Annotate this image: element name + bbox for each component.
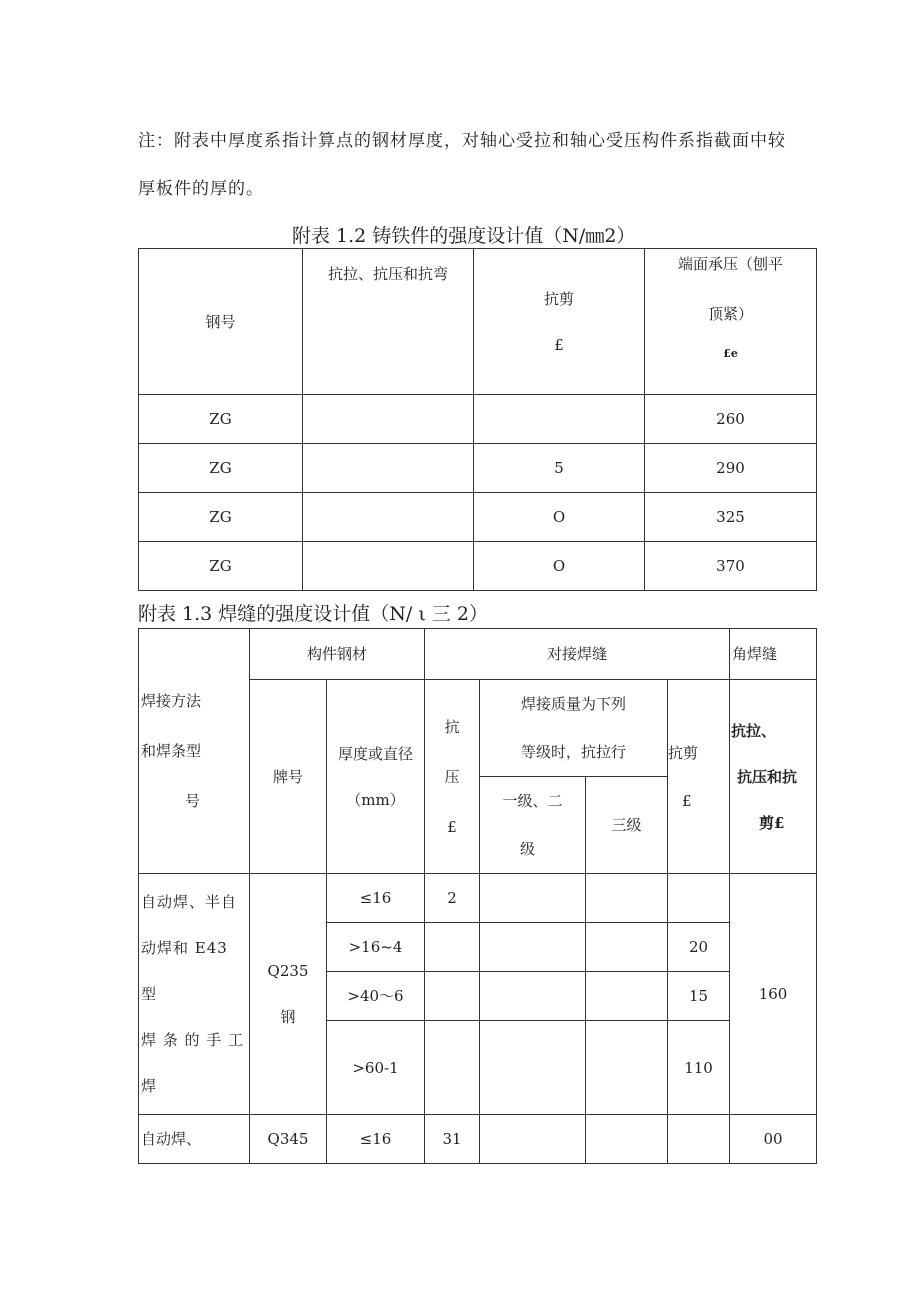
header-compression-line1: 抗 xyxy=(444,717,460,736)
group1-method-line1: 自动焊、半自 xyxy=(141,893,238,911)
table-row xyxy=(139,444,817,493)
header-shear-symbol: £ xyxy=(554,335,564,354)
header-shear-line2: £ xyxy=(682,791,692,810)
header-quality-line2: 等级时，抗拉行 xyxy=(521,743,627,761)
group2-thickness: ≤16 xyxy=(327,1115,425,1164)
header-method-line1: 焊接方法 xyxy=(141,692,202,710)
header-method-line3: 号 xyxy=(185,792,201,810)
row-tension xyxy=(303,542,474,591)
header-compression-line2: 压 xyxy=(444,767,460,786)
header-tension: 抗拉、抗压和抗弯 xyxy=(303,249,474,395)
row-bearing: 370 xyxy=(645,542,817,591)
group1-method-line3: 焊 条 的 手 工 xyxy=(141,1031,245,1049)
header-thickness-line2: （mm） xyxy=(346,790,405,809)
group1-method-line2: 动焊和 E43 型 xyxy=(141,939,228,1003)
row-grade3 xyxy=(586,923,668,972)
row-grade: ZG xyxy=(139,444,303,493)
header-grade: 钢号 xyxy=(139,249,303,395)
table2-caption: 附表 1.3 焊缝的强度设计值（N/ ι 三 2） xyxy=(138,603,488,625)
row-shear xyxy=(668,874,730,923)
group2-grade12 xyxy=(480,1115,586,1164)
table2-header-row-1 xyxy=(139,629,817,680)
row-grade: ZG xyxy=(139,542,303,591)
header-bearing-symbol: £e xyxy=(723,347,738,360)
note-line-1: 注：附表中厚度系指计算点的钢材厚度，对轴心受拉和轴心受压构件系指截面中较 xyxy=(138,131,786,151)
header-fillet-line1: 抗拉、 xyxy=(731,721,777,740)
row-tension xyxy=(303,493,474,542)
row-grade12 xyxy=(480,1021,586,1115)
header-thickness-line1: 厚度或直径 xyxy=(338,744,414,763)
row-thickness: ≤16 xyxy=(327,874,425,923)
note-line-2: 厚板件的厚的。 xyxy=(138,179,264,199)
group2-grade3 xyxy=(586,1115,668,1164)
row-shear: 5 xyxy=(474,444,645,493)
note-paragraph xyxy=(138,117,818,213)
row-thickness: >16~4 xyxy=(327,923,425,972)
row-compression xyxy=(425,1021,480,1115)
header-bearing-line1: 端面承压（刨平 xyxy=(677,255,783,273)
group2-method: 自动焊、 xyxy=(139,1115,250,1164)
header-butt-weld: 对接焊缝 xyxy=(425,629,730,680)
weld-strength-table xyxy=(138,628,817,1164)
header-fillet-line2: 抗压和抗 xyxy=(737,767,798,786)
row-shear xyxy=(474,395,645,444)
group2-shear xyxy=(668,1115,730,1164)
table-row xyxy=(139,874,817,923)
header-member-steel: 构件钢材 xyxy=(250,629,425,680)
row-grade3 xyxy=(586,972,668,1021)
header-fillet-strength xyxy=(730,680,817,874)
row-shear: O xyxy=(474,493,645,542)
header-thickness xyxy=(327,680,425,874)
header-grade12-line2: 级 xyxy=(520,840,536,858)
table1-header-row xyxy=(139,249,817,395)
header-bearing-line2: 顶紧） xyxy=(707,305,753,323)
row-bearing: 325 xyxy=(645,493,817,542)
row-shear: 20 xyxy=(668,923,730,972)
row-grade12 xyxy=(480,874,586,923)
row-grade: ZG xyxy=(139,395,303,444)
header-compression xyxy=(425,680,480,874)
header-fillet-weld: 角焊缝 xyxy=(730,629,817,680)
header-quality xyxy=(480,680,668,777)
row-compression xyxy=(425,972,480,1021)
group1-method-line4: 焊 xyxy=(141,1077,158,1095)
row-shear: 15 xyxy=(668,972,730,1021)
row-grade3 xyxy=(586,1021,668,1115)
header-bearing xyxy=(645,249,817,395)
table-row xyxy=(139,493,817,542)
header-shear xyxy=(474,249,645,395)
header-grade12 xyxy=(480,777,586,874)
row-grade12 xyxy=(480,972,586,1021)
header-method-line2: 和焊条型 xyxy=(141,742,202,760)
group1-fillet: 160 xyxy=(730,874,817,1115)
header-compression-line3: £ xyxy=(447,817,457,836)
row-grade3 xyxy=(586,874,668,923)
group1-brand-line2: 钢 xyxy=(280,1008,296,1026)
row-grade12 xyxy=(480,923,586,972)
group1-method xyxy=(139,874,250,1115)
row-tension xyxy=(303,444,474,493)
cast-steel-strength-table xyxy=(138,248,817,591)
header-fillet-line3: 剪£ xyxy=(759,813,785,832)
row-thickness: >60-1 xyxy=(327,1021,425,1115)
header-quality-line1: 焊接质量为下列 xyxy=(521,695,627,713)
header-shear-label: 抗剪 xyxy=(543,289,574,308)
header-grade12-line1: 一级、二 xyxy=(502,792,563,810)
row-compression xyxy=(425,923,480,972)
row-grade: ZG xyxy=(139,493,303,542)
header-shear-line1: 抗剪 xyxy=(668,743,699,762)
header-grade3: 三级 xyxy=(586,777,668,874)
row-thickness: >40～6 xyxy=(327,972,425,1021)
group2-brand: Q345 xyxy=(250,1115,327,1164)
table1-caption: 附表 1.2 铸铁件的强度设计值（N/㎜2） xyxy=(292,225,636,247)
header-brand: 牌号 xyxy=(250,680,327,874)
group2-fillet: 00 xyxy=(730,1115,817,1164)
group2-compression: 31 xyxy=(425,1115,480,1164)
header-shear xyxy=(668,680,730,874)
table-row xyxy=(139,395,817,444)
row-compression: 2 xyxy=(425,874,480,923)
table-row xyxy=(139,542,817,591)
row-shear: 110 xyxy=(668,1021,730,1115)
row-bearing: 290 xyxy=(645,444,817,493)
table-row xyxy=(139,1115,817,1164)
header-weld-method xyxy=(139,629,250,874)
row-shear: O xyxy=(474,542,645,591)
group1-brand-line1: Q235 xyxy=(267,962,309,980)
group1-brand xyxy=(250,874,327,1115)
row-bearing: 260 xyxy=(645,395,817,444)
row-tension xyxy=(303,395,474,444)
